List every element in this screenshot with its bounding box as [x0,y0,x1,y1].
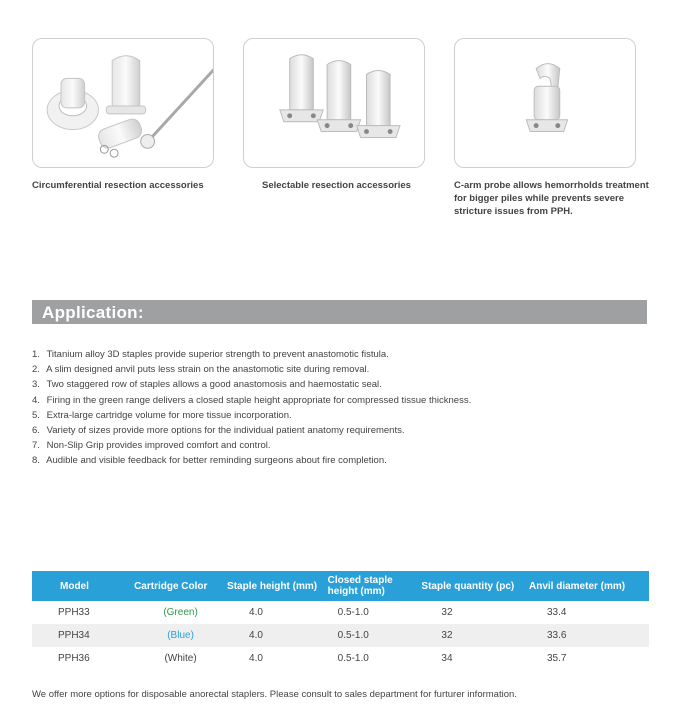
footnote: We offer more options for disposable anorectal staplers. Please consult to sales department for furturer information. [32,689,517,700]
list-item [32,438,642,453]
cell-staple-height: 4.0 [227,624,328,647]
product-caption-circumferential: Circumferential resection accessories [32,180,204,191]
cell-staple-height: 4.0 [249,653,263,664]
list-item [32,362,642,377]
cell-anvil-diameter: 33.6 [529,624,649,647]
cell-model: PPH33 [58,607,90,618]
cell-model: PPH34 [32,624,134,647]
list-number: 2. [32,364,40,376]
list-text: Firing in the green range delivers a closed staple height appropriate for compressed tissue thickness. [46,394,472,406]
cell-closed-height: 0.5-1.0 [337,653,369,664]
table-row [32,601,649,624]
application-list [32,347,642,469]
circumferential-accessories-image [33,39,213,167]
product-image-circumferential [32,38,214,168]
list-text: Extra-large cartridge volume for more tissue incorporation. [46,409,292,421]
list-item [32,423,642,438]
cell-anvil-diameter: 35.7 [546,653,567,664]
header-closed-staple-height: Closed staple height (mm) [328,571,422,601]
list-text: A slim designed anvil puts less strain on the anastomotic site during removal. [46,364,370,376]
list-text: Titanium alloy 3D staples provide superior strength to prevent anastomotic fistula. [46,349,389,360]
list-text: Variety of sizes provide more options for the individual patient anatomy requirements. [46,424,405,436]
cell-closed-height: 0.5-1.0 [328,624,422,647]
list-text: Non-Slip Grip provides improved comfort and control. [46,440,271,452]
list-number: 1. [32,349,40,360]
product-image-c-arm [454,38,636,168]
cell-quantity: 32 [421,624,529,647]
list-number: 8. [32,455,40,467]
list-number: 6. [32,424,40,436]
c-arm-probe-image [455,39,635,167]
list-number: 3. [32,379,40,391]
list-item [32,453,642,468]
table-header-row [32,571,649,601]
cell-anvil-diameter: 33.4 [546,607,567,618]
header-staple-quantity: Staple quantity (pc) [421,571,529,601]
spec-table [32,571,649,670]
list-text: Two staggered row of staples allows a good anastomosis and haemostatic seal. [46,379,382,391]
cell-closed-height: 0.5-1.0 [337,607,369,618]
header-staple-height: Staple height (mm) [227,571,328,601]
cell-cartridge-color: (Green) [163,607,198,618]
list-number: 7. [32,440,40,452]
list-text: Audible and visible feedback for better reminding surgeons about fire completion. [46,455,387,467]
application-banner [32,300,647,324]
list-item [32,377,642,392]
cell-model: PPH36 [58,653,90,664]
cell-cartridge-color: (White) [164,653,197,664]
list-item [32,347,642,362]
header-model: Model [32,571,134,601]
list-number: 5. [32,409,40,421]
header-anvil-diameter: Anvil diameter (mm) [529,571,649,601]
cell-quantity: 34 [441,653,453,664]
product-caption-c-arm: C-arm probe allows hemorrholds treatment for bigger piles while prevents severe stricture issues from PPH. [454,180,649,217]
cell-quantity: 32 [441,607,453,618]
application-title: Application: [42,303,144,322]
header-cartridge-color: Cartridge Color [134,571,227,601]
list-item [32,393,642,408]
product-image-selectable [243,38,425,168]
list-number: 4. [32,394,40,406]
selectable-accessories-image [244,39,424,167]
cell-cartridge-color: (Blue) [134,624,227,647]
table-row [32,624,649,647]
table-row [32,647,649,670]
cell-staple-height: 4.0 [249,607,263,618]
list-item [32,408,642,423]
product-caption-selectable: Selectable resection accessories [262,180,411,191]
